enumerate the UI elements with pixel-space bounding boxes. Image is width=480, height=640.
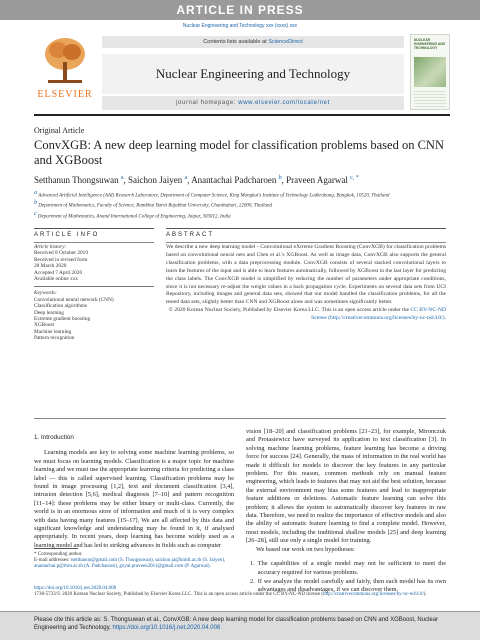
license-url-link[interactable]: http://creativecommons.org/licenses/by-nc-nd/4.0/ <box>323 592 424 598</box>
elsevier-tree-icon <box>40 34 90 86</box>
affil-mark: c <box>34 210 37 217</box>
keywords-label: Keywords: <box>34 290 57 297</box>
emails-label: E-mail addresses: <box>34 558 70 563</box>
issn-line <box>34 592 446 598</box>
body-column-left <box>34 428 234 550</box>
hypothesis-text: If we analyze the model carefully and fairly, then each model has its own advantages and disadvantages, if we can discover them. <box>257 577 446 594</box>
body-column-right <box>246 428 446 598</box>
article-in-press-banner: ARTICLE IN PRESS <box>0 0 480 20</box>
journal-reference-link[interactable]: Nuclear Engineering and Technology xxx (xxxx) xxx <box>182 23 298 29</box>
cover-text-lines <box>414 91 446 107</box>
hypothesis-item <box>250 560 446 577</box>
article-info-panel <box>34 244 154 342</box>
divider <box>34 242 154 243</box>
footnotes <box>34 548 234 571</box>
article-type: Original Article <box>34 126 85 135</box>
affiliation-item <box>34 211 446 221</box>
article-info-heading: ARTICLE INFO <box>34 232 100 238</box>
hypothesis-text: The capabilities of a single model may not be sufficient to meet the accuracy required for various problems. <box>257 560 446 576</box>
elsevier-logo[interactable] <box>34 34 96 104</box>
email-footnote <box>34 558 234 571</box>
journal-title: Nuclear Engineering and Technology <box>102 54 404 94</box>
abstract-copyright <box>166 307 446 323</box>
keyword-item: Deep learning <box>34 309 64 316</box>
sciencedirect-link[interactable]: ScienceDirect <box>268 39 303 45</box>
license-link[interactable]: CC BY-NC-ND license (http://creativecommons.org/licenses/by-nc-nd/4.0/). <box>311 307 446 322</box>
keyword-item: XGBoost <box>34 322 55 329</box>
email-links[interactable]: tsetthanun@gmail.com (S. Thongsuwan), saichon.ja@kmitl.ac.th (S. Jaiyen), anantachai.p@rbru.ac.th (A. Padcharoen), goyal.praveen2011@gmail.com (P. Agarwal). <box>34 558 226 570</box>
affil-text: Department of Mathematics, Faculty of Science, Rambhai Barni Rajabhat University, Chanthaburi, 22000, Thailand <box>38 203 272 209</box>
abstract-heading: ABSTRACT <box>166 232 215 238</box>
footnote-divider <box>34 548 78 549</box>
body-paragraph: Learning models are key to solving some machine learning problems, so we must focus on learning models. Classification is a major topic for machine learning and we must use the appropriate learning criteria for predicting a class label — this is called supervised learning. Classification problems may be found in image processing [1,2], text and document classification [3,4], intrusion detection [5,6], medical diagnosis [7–10] and pattern recognition [11–14]: these problems may be either binary or multi-class. Currently, the world is in an enormous store of information and much of it is very complex with data having many features [15–17]. We are all affected by this data and significant knowledge and understanding may be found in it, if analysed appropriately. In recent years, deep learning has become widely used as a learning model and has led to striking advances in fields such as computer <box>34 449 234 549</box>
author-affil-mark[interactable]: a <box>120 175 124 181</box>
copyright-text: © 2020 Korean Nuclear Society, Published by Elsevier Korea LLC. This is an open access article under the <box>168 307 409 314</box>
history-item: 28 March 2020 <box>34 263 67 270</box>
history-item: Accepted 7 April 2020 <box>34 269 83 276</box>
keyword-item: Extreme gradient boosting <box>34 316 91 323</box>
issn-end: ). <box>423 592 427 598</box>
history-item: Received 8 October 2019 <box>34 250 88 257</box>
keyword-item: Pattern recognition <box>34 335 75 342</box>
author-name[interactable]: Setthanun Thongsuwan <box>34 175 119 185</box>
author-affil-mark[interactable]: b <box>278 175 282 181</box>
affiliation-item <box>34 200 446 210</box>
journal-homepage-bar <box>102 96 404 110</box>
citation-doi-link[interactable]: https://doi.org/10.1016/j.net.2020.04.008 <box>112 625 221 631</box>
body-paragraph: vision [18–20] and classification problems [21–23], for example, Mironczuk and Protasiewicz have surveyed its application to text classification [3]. In solving machine learning problems, feature learning has become a driving force for success [24]. Generally, the mass of information in the real world has made it difficult for models to discover the key features in any particular problem. For this reason, common methods rely on manual feature engineering, which leads to features that may not aid the best solution, because the external environment may bias some features and lead to inappropriate feature additions or deletions. Automatic feature learning can solve this problem; it allows the system to automatically discover key features in raw data. Therefore, we need to realize the importance of effective models and also the ability of automatic feature learning to find a complete model. However, most models, including the traditional shallow models [25] and deep learning [26–28], still use only a single model for training. <box>246 428 446 545</box>
affil-text: Advanced Artificial Intelligence (AAI) Research Laboratory, Department of Computer Science, King Mongkut's Institute of Technology Ladkrabang, Bangkok, 10520, Thailand <box>38 193 390 199</box>
contents-bar <box>102 36 404 48</box>
divider <box>166 228 446 229</box>
author-affil-mark[interactable]: a <box>184 175 188 181</box>
homepage-prefix: journal homepage: <box>176 100 237 106</box>
history-item: Available online xxx <box>34 276 79 283</box>
hypothesis-number: 1. <box>250 560 255 568</box>
history-item: Received in revised form <box>34 256 88 263</box>
affil-mark: b <box>34 200 37 207</box>
divider <box>34 282 154 287</box>
history-label: Article history: <box>34 244 67 250</box>
keyword-item: Machine learning <box>34 328 72 335</box>
keyword-item: Convolutional neural network (CNN) <box>34 296 114 303</box>
hypothesis-number: 2. <box>250 577 255 585</box>
citation-text: Please cite this article as: S. Thongsuwan et al., ConvXGB: A new deep learning model for classification problems based on CNN and XGBoost, Nuclear Engineering and Technology, <box>34 617 439 631</box>
author-name[interactable]: Anantachai Padcharoen <box>191 175 277 185</box>
issn-text: 1738-5733/© 2020 Korean Nuclear Society, Published by Elsevier Korea LLC. This is an open access article under the CC BY-NC-ND license ( <box>34 592 324 598</box>
affiliations <box>34 190 446 221</box>
corresponding-author-note: * Corresponding author. <box>34 551 83 557</box>
abstract-text: We describe a new deep learning model - Convolutional eXtreme Gradient Boosting (ConvXGB) for classification problems based on convolutional neural nets and Chen et al.'s XGBoost. As well as image data, ConvXGB also supports the general classification problems, with a data preprocessing module. ConvXGB consists of several stacked convolutional layers to learn the features of the input and is able to learn features automatically, followed by XGBoost in the last layer for predicting the class labels. The ConvXGB model is simplified by reducing the number of parameters under appropriate conditions, since it is not necessary re-adjust the weight values in a back propagation cycle. Experiments on several data sets from UCI Repository, including images and general data sets, showed that our model handled the classification problems, for all the tested data sets, slightly better than CNN and XGBoost alone and was sometimes significantly better. <box>166 244 446 306</box>
doi-link[interactable]: https://doi.org/10.1016/j.net.2020.04.008 <box>34 586 117 591</box>
bottom-meta <box>34 586 446 599</box>
affiliation-item <box>34 190 446 200</box>
body-paragraph: We based our work on two hypotheses: <box>256 545 355 553</box>
divider <box>34 418 446 419</box>
affil-text: Department of Mathematics, Anand International College of Engineering, Jaipur, 303012, India <box>37 214 231 220</box>
journal-cover-thumbnail[interactable] <box>410 34 450 110</box>
author-name[interactable]: Saichon Jaiyen <box>128 175 183 185</box>
section-title: 1. Introduction <box>34 434 74 441</box>
journal-homepage-link[interactable]: www.elsevier.com/locate/net <box>238 100 330 106</box>
author-affil-mark[interactable]: c, * <box>350 175 359 181</box>
keyword-item: Classification algorithms <box>34 303 88 310</box>
publisher-name: ELSEVIER <box>37 89 93 100</box>
affil-mark: a <box>34 190 37 196</box>
cover-title: NUCLEAR ENGINEERING AND TECHNOLOGY <box>414 38 446 50</box>
journal-masthead <box>34 34 450 116</box>
citation-box <box>0 611 480 640</box>
contents-prefix: Contents lists available at <box>203 39 267 45</box>
author-name[interactable]: Praveen Agarwal <box>286 175 348 185</box>
divider <box>166 242 446 243</box>
abstract <box>166 244 446 323</box>
paper-title: ConvXGB: A new deep learning model for classification problems based on CNN and XGBoost <box>34 138 444 167</box>
cover-image <box>414 57 446 87</box>
divider <box>34 228 154 229</box>
author-list: Setthanun Thongsuwan $^a$, Saichon Jaiyen $^a$, Anantachai Padcharoen $^b$, Praveen Agarwal $^{c, *}$ <box>34 175 359 185</box>
